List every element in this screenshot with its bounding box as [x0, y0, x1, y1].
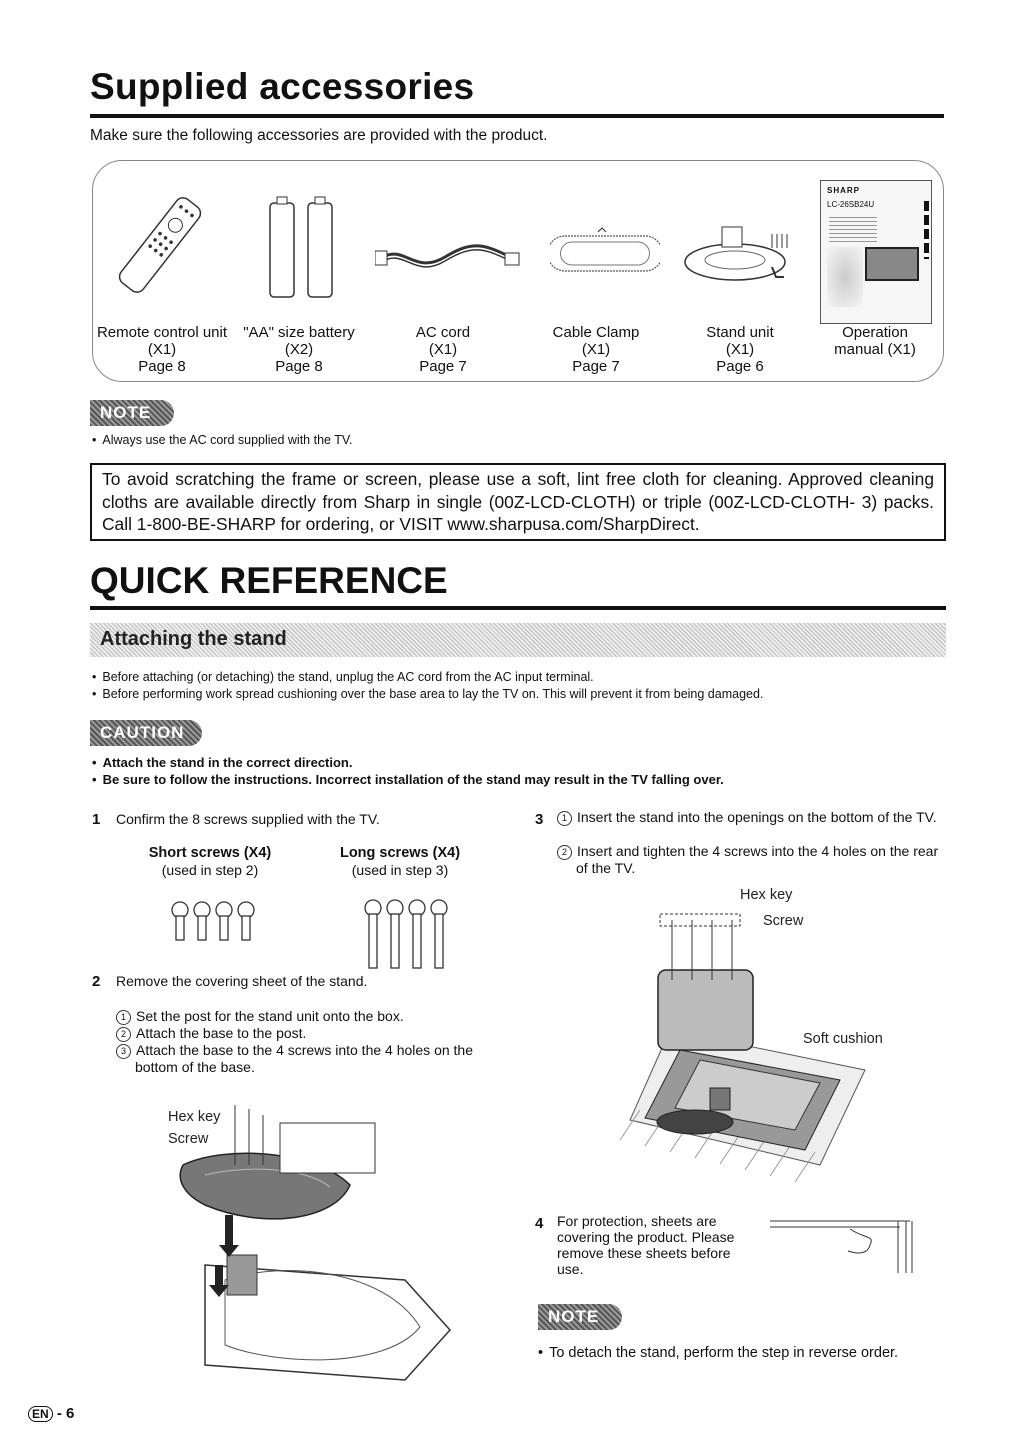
caution-badge: CAUTION: [90, 720, 202, 746]
accessory-remote: Remote control unit (X1) Page 8: [96, 324, 228, 375]
stand-unit-illustration: [680, 222, 805, 287]
accessory-battery: "AA" size battery (X2) Page 8: [243, 324, 355, 375]
step-4-text: For protection, sheets are covering the product. Please remove these sheets before use.: [557, 1213, 735, 1277]
note-1-text: • Always use the AC cord supplied with the TV.: [92, 432, 353, 449]
callout-hex-key-right: Hex key: [740, 887, 793, 903]
long-screws-illustration: [363, 898, 453, 970]
protection-sheet-illustration: [770, 1215, 920, 1275]
step-3-item-1: 1 Insert the stand into the openings on the bottom of the TV.: [557, 809, 947, 826]
caution-bullet-2: • Be sure to follow the instructions. Incorrect installation of the stand may result in the TV falling over.: [92, 771, 724, 788]
short-screws-illustration: [170, 900, 260, 945]
callout-screw-left: Screw: [168, 1131, 209, 1147]
remote-control-illustration: [110, 190, 210, 300]
long-screws-label: Long screws (X4): [339, 845, 461, 861]
step-1-number: 1: [92, 811, 101, 828]
intro-text: Make sure the following accessories are provided with the product.: [90, 127, 548, 144]
accessory-cable-clamp: Cable Clamp (X1) Page 7: [552, 324, 640, 375]
step-2-item-1: 1 Set the post for the stand unit onto the box.: [116, 1008, 516, 1025]
aa-battery-illustration: [262, 195, 342, 301]
subsection-title: Attaching the stand: [100, 628, 287, 650]
stand-bullet-1: • Before attaching (or detaching) the stand, unplug the AC cord from the AC input terminal.: [92, 669, 594, 686]
accessory-stand-unit: Stand unit (X1) Page 6: [706, 324, 774, 375]
short-screws-sub: (used in step 2): [161, 862, 259, 878]
section-title-supplied-accessories: Supplied accessories: [90, 66, 475, 107]
section-title-quick-reference: QUICK REFERENCE: [90, 560, 448, 601]
callout-screw-right: Screw: [763, 913, 804, 929]
note-badge-2: NOTE: [538, 1304, 622, 1330]
quick-reference-rule: [90, 606, 946, 610]
title-rule: [90, 114, 944, 118]
stand-assembly-illustration: [165, 1095, 455, 1385]
accessory-operation-manual: Operation manual (X1): [834, 324, 916, 358]
cable-clamp-illustration: [550, 226, 660, 281]
ac-cord-illustration: [375, 235, 525, 280]
step-2-item-2: 2 Attach the base to the post.: [116, 1025, 516, 1042]
page-footer: [28, 1405, 74, 1422]
callout-soft-cushion: Soft cushion: [803, 1031, 883, 1047]
step-2-number: 2: [92, 973, 101, 990]
manual-brand: SHARP: [827, 186, 861, 195]
step-2-text: Remove the covering sheet of the stand.: [116, 973, 368, 989]
step-2-item-3: 3 Attach the base to the 4 screws into the 4 holes on the bottom of the base.: [116, 1042, 516, 1075]
note-badge: NOTE: [90, 400, 174, 426]
operation-manual-illustration: [820, 180, 932, 324]
long-screws-sub: (used in step 3): [351, 862, 449, 878]
step-3-item-2: 2 Insert and tighten the 4 screws into the 4 holes on the rear of the TV.: [557, 843, 947, 876]
language-badge: EN: [28, 1406, 53, 1422]
manual-model: LC-26SB24U: [827, 200, 875, 209]
callout-hex-key-left: Hex key: [168, 1109, 221, 1125]
step-4-number: 4: [535, 1215, 544, 1232]
accessory-ac-cord: AC cord (X1) Page 7: [415, 324, 471, 375]
short-screws-label: Short screws (X4): [148, 845, 272, 861]
stand-bullet-2: • Before performing work spread cushioning over the base area to lay the TV on. This will prevent it from being damaged.: [92, 686, 763, 703]
cleaning-warning-box: To avoid scratching the frame or screen, please use a soft, lint free cloth for cleaning. Approved cleaning cloths are available directly from Sharp in single (00Z-LCD-CLOTH) or triple (00Z-LCD-CLOTH- 3) packs. Call 1-800-BE-SHARP for ordering, or VISIT www.sharpusa.com/SharpDirect.: [90, 463, 946, 541]
step-1-text: Confirm the 8 screws supplied with the TV.: [116, 811, 380, 827]
note-2-text: • To detach the stand, perform the step in reverse order.: [538, 1345, 898, 1362]
caution-bullet-1: • Attach the stand in the correct direction.: [92, 754, 353, 771]
step-3-number: 3: [535, 811, 544, 828]
page-number: - 6: [56, 1405, 75, 1422]
